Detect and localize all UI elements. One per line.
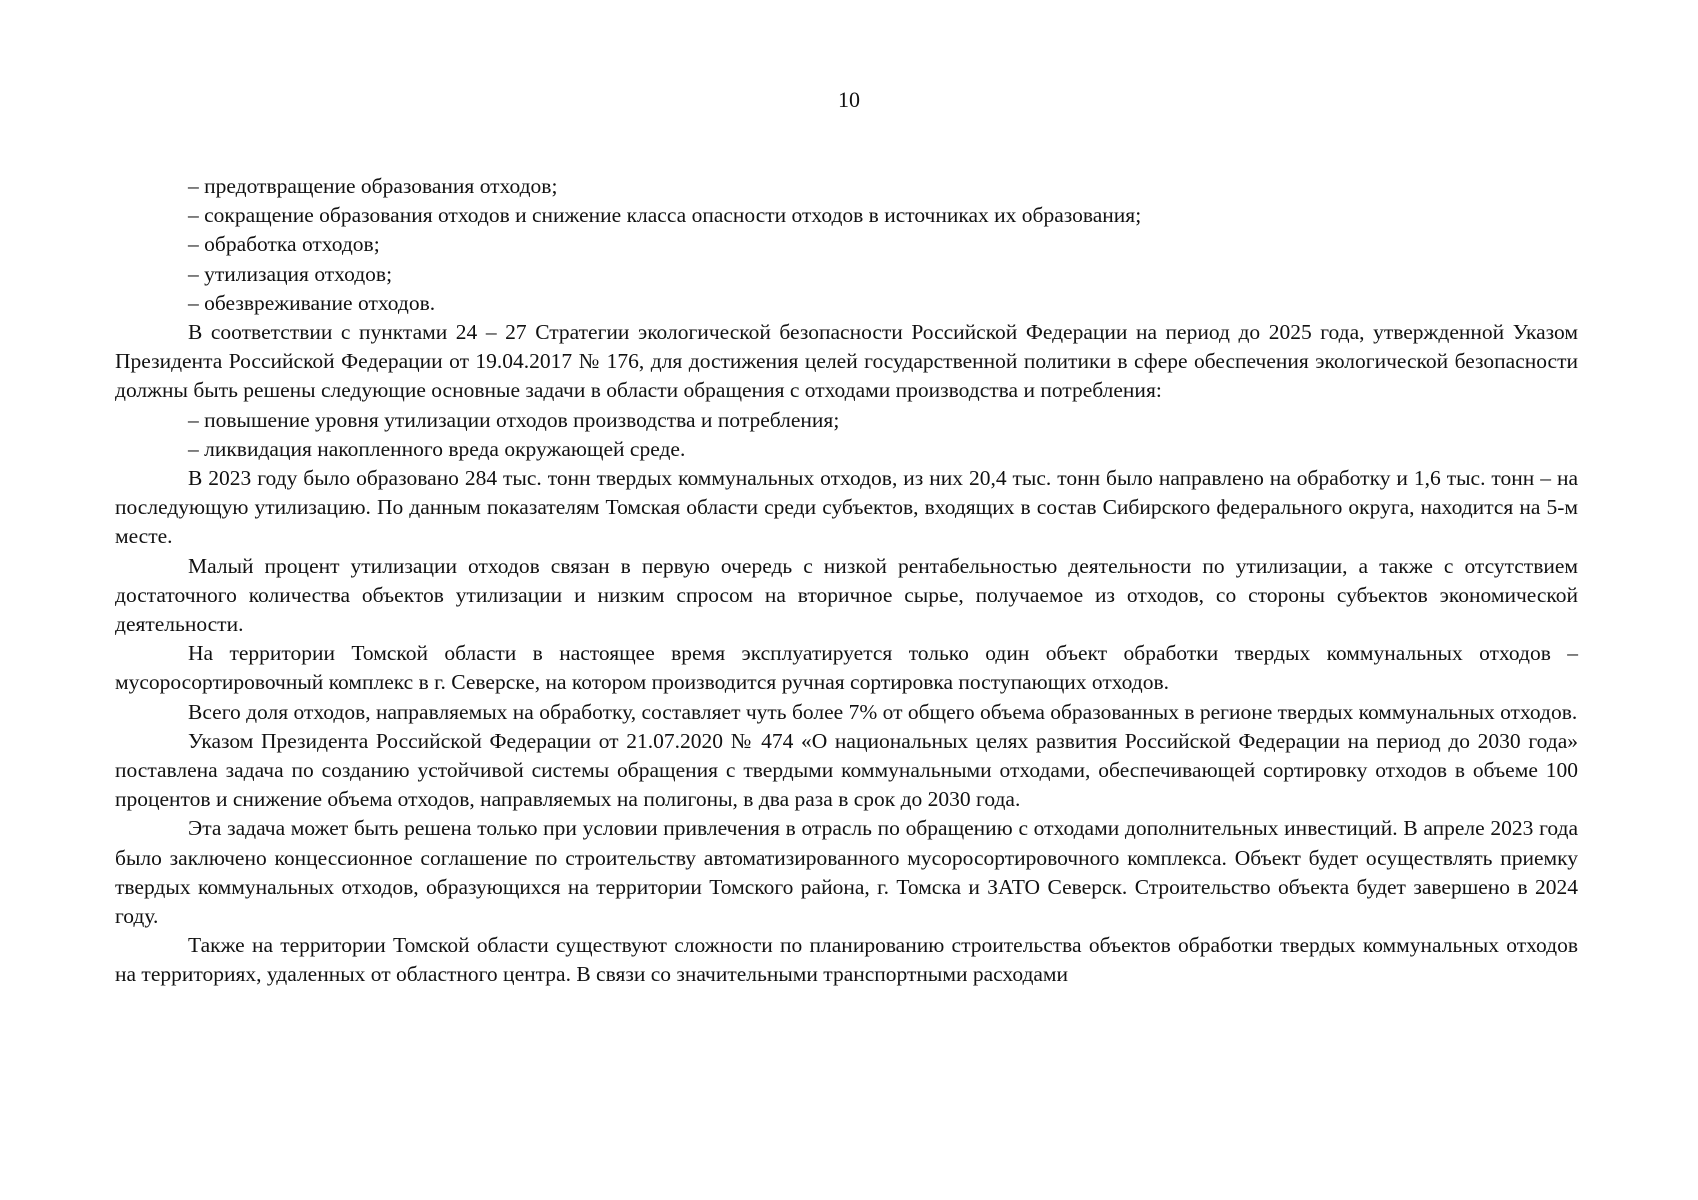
list-item: – утилизация отходов; — [188, 261, 393, 286]
list-item: – повышение уровня утилизации отходов производства и потребления; — [188, 407, 840, 432]
paragraph: Также на территории Томской области существуют сложности по планированию строительства объектов обработки твердых коммунальных отходов на территориях, удаленных от областного центра. В связи со значительными транспортными расходами — [115, 933, 1578, 987]
paragraph: Указом Президента Российской Федерации от 21.07.2020 № 474 «О национальных целях развития Российской Федерации на период до 2030 года» поставлена задача по созданию устойчивой системы обращения с твердыми коммунальными отходами, обеспечивающей сортировку отходов в объеме 100 процентов и снижение объема отходов, направляемых на полигоны, в два раза в срок до 2030 года. — [115, 728, 1578, 812]
paragraph: Всего доля отходов, направляемых на обработку, составляет чуть более 7% от общего объема образованных в регионе твердых коммунальных отходов. — [188, 699, 1578, 724]
paragraph: Малый процент утилизации отходов связан в первую очередь с низкой рентабельностью деятельности по утилизации, а также с отсутствием достаточного количества объектов утилизации и низким спросом на вторичное сырье, получаемое из отходов, со стороны субъектов экономической деятельности. — [115, 553, 1578, 637]
list-item: – предотвращение образования отходов; — [188, 174, 558, 198]
list-item: – сокращение образования отходов и снижение класса опасности отходов в источниках их образования; — [188, 203, 1142, 228]
paragraph: В соответствии с пунктами 24 – 27 Стратегии экологической безопасности Российской Федерации на период до 2025 года, утвержденной Указом Президента Российской Федерации от 19.04.2017 № 176, для достижения целей государственной политики в сфере обеспечения экологической безопасности должны быть решены следующие основные задачи в области обращения с отходами производства и потребления: — [115, 320, 1578, 403]
paragraph: На территории Томской области в настоящее время эксплуатируется только один объект обработки твердых коммунальных отходов – мусоросортировочный комплекс в г. Северске, на котором производится ручная сортировка поступающих отходов. — [115, 641, 1578, 695]
paragraph: Эта задача может быть решена только при условии привлечения в отрасль по обращению с отходами дополнительных инвестиций. В апреле 2023 года было заключено концессионное соглашение по строительству автоматизированного мусоросортировочного комплекса. Объект будет осуществлять приемку твердых коммунальных отходов, образующихся на территории Томского района, г. Томска и ЗАТО Северск. Строительство объекта будет завершено в 2024 году. — [115, 816, 1578, 929]
document-body — [115, 172, 1578, 990]
list-item: – ликвидация накопленного вреда окружающей среде. — [188, 436, 686, 461]
list-item: – обработка отходов; — [188, 232, 380, 257]
page-number: 10 — [838, 87, 860, 112]
list-item: – обезвреживание отходов. — [188, 290, 436, 315]
paragraph: В 2023 году было образовано 284 тыс. тонн твердых коммунальных отходов, из них 20,4 тыс. тонн было направлено на обработку и 1,6 тыс. тонн – на последующую утилизацию. По данным показателям Томская области среди субъектов, входящих в состав Сибирского федерального округа, находится на 5-м месте. — [115, 466, 1578, 549]
